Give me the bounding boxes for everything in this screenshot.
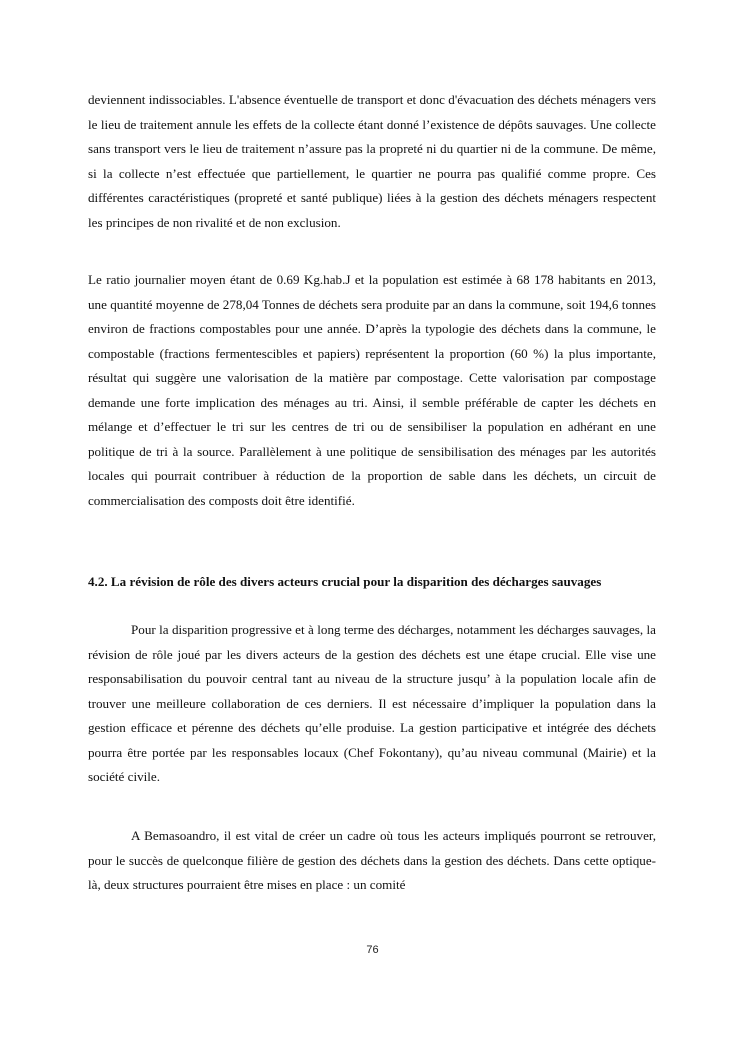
body-paragraph-1	[88, 88, 656, 235]
section-heading	[88, 570, 656, 595]
paragraph-text: A Bemasoandro, il est vital de créer un cadre où tous les acteurs impliqués pourront se retrouver, pour le succès de quelconque filière de gestion des déchets dans la gestion des déchets. Dans cette optique-là, deux structures pourraient être mises en place : un comité	[88, 828, 656, 892]
body-paragraph-2	[88, 268, 656, 513]
paragraph-text: Le ratio journalier moyen étant de 0.69 Kg.hab.J et la population est estimée à 68 178 habitants en 2013, une quantité moyenne de 278,04 Tonnes de déchets sera produite par an dans la commune, soit 194,6 tonnes environ de fractions compostables pour une année. D’après la typologie des déchets dans la commune, le compostable (fractions fermentescibles et papiers) représentent la proportion (60 %) la plus importante, résultat qui suggère une valorisation de la matière par compostage. Cette valorisation par compostage demande une forte implication des ménages au tri. Ainsi, il semble préférable de capter les déchets en mélange et d’effectuer le tri sur les centres de tri ou de sensibiliser la population en adhérant en une politique de tri à la source. Parallèlement à une politique de sensibilisation des ménages par les autorités locales qui pourrait contribuer à réduction de la proportion de sable dans les déchets, un circuit de commercialisation des composts doit être identifié.	[88, 272, 656, 508]
body-paragraph-4	[88, 824, 656, 898]
paragraph-text: Pour la disparition progressive et à long terme des décharges, notamment les décharges sauvages, la révision de rôle joué par les divers acteurs de la gestion des déchets est une étape crucial. Elle vise une responsabilisation du pouvoir central tant au niveau de la structure jusqu’ à la population locale afin de trouver une meilleure collaboration de ces derniers. Il est nécessaire d’impliquer la population dans la gestion efficace et pérenne des déchets qu’elle produise. La gestion participative et intégrée des déchets pourra être portée par les responsables locaux (Chef Fokontany), qu’au niveau communal (Mairie) et la société civile.	[88, 622, 656, 784]
paragraph-text: deviennent indissociables. L'absence éventuelle de transport et donc d'évacuation des déchets ménagers vers le lieu de traitement annule les effets de la collecte étant donné l’existence de dépôts sauvages. Une collecte sans transport vers le lieu de traitement n’assure pas la propreté ni du quartier ni de la commune. De même, si la collecte n’est effectuée que partiellement, le quartier ne pourra pas qualifié comme propre. Ces différentes caractéristiques (propreté et santé publique) liées à la gestion des déchets ménagers respectent les principes de non rivalité et de non exclusion.	[88, 92, 656, 230]
page-number: 76	[366, 944, 379, 956]
section-heading-text: 4.2. La révision de rôle des divers acteurs crucial pour la disparition des décharges sauvages	[88, 574, 602, 589]
body-paragraph-3	[88, 618, 656, 790]
